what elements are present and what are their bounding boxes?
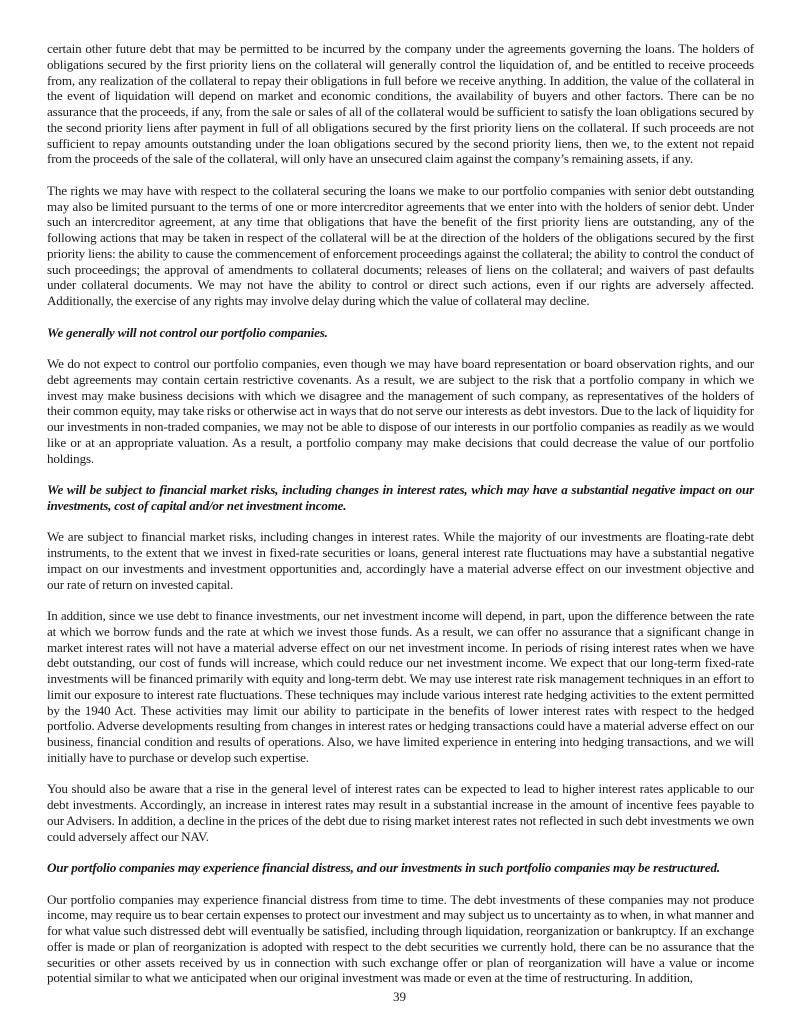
heading-portfolio-control: We generally will not control our portfolio companies.	[47, 324, 328, 340]
paragraph-interest-rate-rise: You should also be aware that a rise in the general level of interest rates can be expected to lead to higher interest rates applicable to our debt investments. Accordingly, an increase in interest rates may result in a substantial increase in the amount of incentive fees payable to our Advisers. In addition, a decline in the prices of the debt due to rising market interest rates not reflected in such debt investments we own could adversely affect our NAV.	[47, 781, 754, 844]
heading-financial-market-risks: We will be subject to financial market risks, including changes in interest rates, which may have a substantial negative impact on our investments, cost of capital and/or net investment income.	[47, 482, 754, 513]
spacer	[47, 592, 754, 608]
paragraph-portfolio-control: We do not expect to control our portfolio companies, even though we may have board representation or board observation rights, and our debt agreements may contain certain restrictive covenants. As a result, we are subject to the risk that a portfolio company in which we invest may make business decisions with which we disagree and the management of such company, as representatives of the holders of their common equity, may take risks or otherwise act in ways that do not serve our interests as debt investors. Due to the lack of liquidity for our investments in non-traded companies, we may not be able to dispose of our interests in our portfolio companies as readily as we would like or at an appropriate valuation. As a result, a portfolio company may make decisions that could decrease the value of our portfolio holdings.	[47, 356, 754, 466]
spacer	[47, 466, 754, 482]
paragraph-financial-market-risks: We are subject to financial market risks, including changes in interest rates. While the majority of our investments are floating-rate debt instruments, to the extent that we invest in fixed-rate securities or loans, general interest rate fluctuations may have a substantial negative impact on our investments and investment opportunities and, accordingly have a material adverse effect on our investment objective and our rate of return on invested capital.	[47, 529, 754, 592]
spacer	[47, 309, 754, 325]
spacer	[47, 340, 754, 356]
document-page	[47, 41, 754, 986]
spacer	[47, 876, 754, 892]
paragraph-financial-distress: Our portfolio companies may experience financial distress from time to time. The debt investments of these companies may not produce income, may require us to bear certain expenses to protect our investment and may subject us to uncertainty as to when, in what manner and for what value such distressed debt will eventually be satisfied, including through liquidation, reorganization or bankruptcy. If an exchange offer is made or plan of reorganization is adopted with respect to the debt securities we currently hold, there can be no assurance that the securities or other assets received by us in connection with such exchange offer or plan of reorganization will have a value or income potential similar to what we anticipated when our original investment was made or even at the time of restructuring. In addition,	[47, 891, 754, 986]
spacer	[47, 766, 754, 782]
spacer	[47, 514, 754, 530]
spacer	[47, 844, 754, 860]
paragraph-net-investment-income: In addition, since we use debt to finance investments, our net investment income will depend, in part, upon the difference between the rate at which we borrow funds and the rate at which we invest those funds. As a result, we can offer no assurance that a significant change in market interest rates will not have a material adverse effect on our net investment income. In periods of rising interest rates when we have debt outstanding, our cost of funds will increase, which could reduce our net investment income. We expect that our long-term fixed-rate investments will be financed primarily with equity and long-term debt. We may use interest rate risk management techniques in an effort to limit our exposure to interest rate fluctuations. These techniques may include various interest rate hedging activities to the extent permitted by the 1940 Act. These activities may limit our ability to participate in the benefits of lower interest rates with respect to the hedged portfolio. Adverse developments resulting from changes in interest rates or hedging transactions could have a material adverse effect on our business, financial condition and results of operations. Also, we have limited experience in entering into hedging transactions, and we will initially have to purchase or develop such expertise.	[47, 608, 754, 765]
page-number: 39	[392, 989, 407, 1004]
heading-financial-distress: Our portfolio companies may experience financial distress, and our investments in such portfolio companies may be restructured.	[47, 860, 720, 875]
spacer	[47, 167, 754, 183]
paragraph-intercreditor-agreements: The rights we may have with respect to the collateral securing the loans we make to our portfolio companies with senior debt outstanding may also be limited pursuant to the terms of one or more intercreditor agreements that we enter into with the holders of senior debt. Under such an intercreditor agreement, at any time that obligations that have the benefit of the first priority liens are outstanding, any of the following actions that may be taken in respect of the collateral will be at the direction of the holders of the obligations secured by the first priority liens: the ability to cause the commencement of enforcement proceedings against the collateral; the ability to control the conduct of such proceedings; the approval of amendments to collateral documents; releases of liens on the collateral; and waivers of past defaults under collateral documents. We may not have the ability to control or direct such actions, even if our rights are adversely affected. Additionally, the exercise of any rights may involve delay during which the value of collateral may decline.	[47, 182, 754, 308]
paragraph-collateral-liquidation: certain other future debt that may be permitted to be incurred by the company under the agreements governing the loans. The holders of obligations secured by the first priority liens on the collateral will generally control the liquidation of, and be entitled to receive proceeds from, any realization of the collateral to repay their obligations in full before we receive anything. In addition, the value of the collateral in the event of liquidation will depend on market and economic conditions, the availability of buyers and other factors. There can be no assurance that the proceeds, if any, from the sale or sales of all of the collateral would be sufficient to satisfy the loan obligations secured by the second priority liens after payment in full of all obligations secured by the first priority liens on the collateral. If such proceeds are not sufficient to repay amounts outstanding under the loan obligations secured by the second priority liens, then we, to the extent not repaid from the proceeds of the sale of the collateral, will only have an unsecured claim against the company’s remaining assets, if any.	[47, 41, 754, 167]
